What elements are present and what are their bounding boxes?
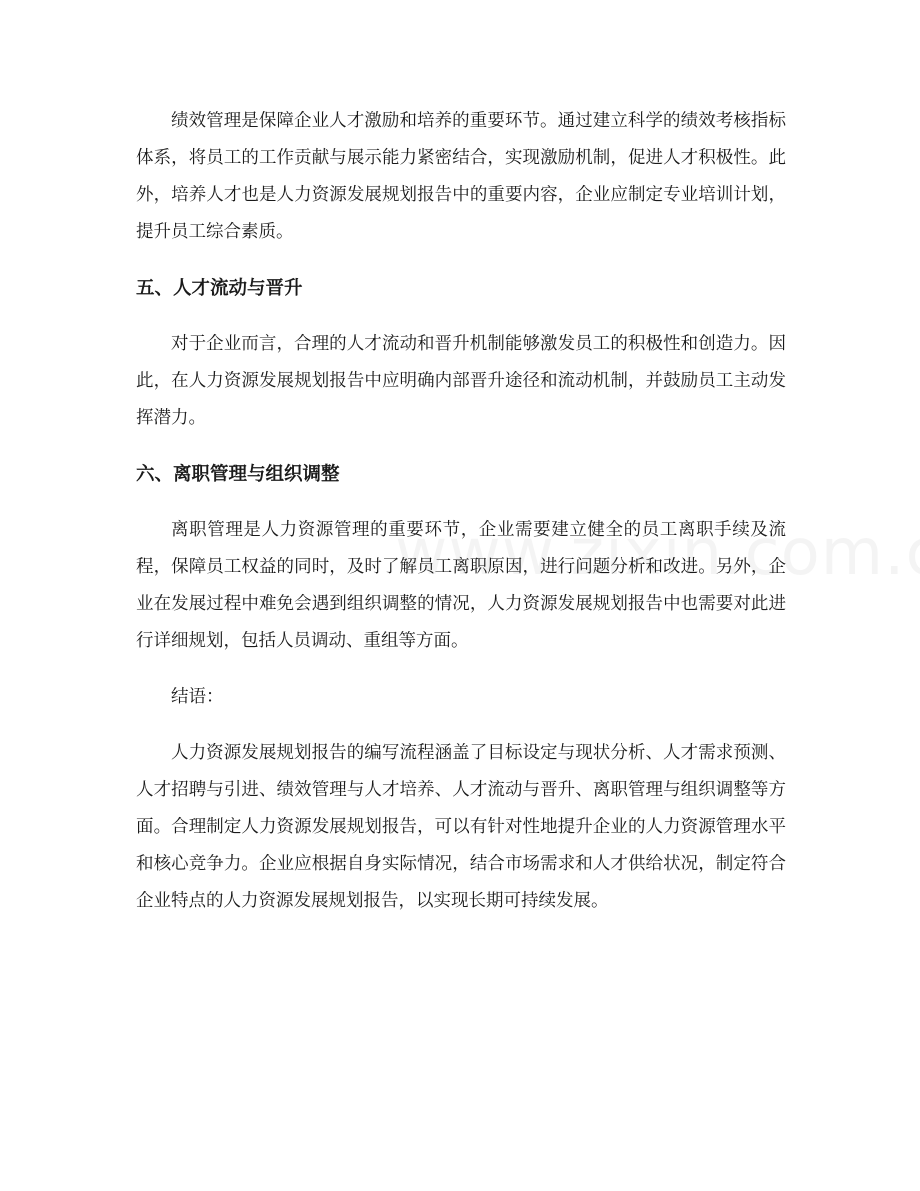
section-heading-talent-mobility: 五、人才流动与晋升 (136, 278, 303, 299)
paragraph-resignation-management: 离职管理是人力资源管理的重要环节，企业需要建立健全的员工离职手续及流程，保障员工权益的同时，及时了解员工离职原因，进行问题分析和改进。另外，企业在发展过程中难免会遇到组织调整的情况，人力资源发展规划报告中也需要对此进行详细规划，包括人员调动、重组等方面。 (136, 520, 786, 651)
section-heading-resignation-management: 六、离职管理与组织调整 (136, 464, 340, 485)
document-body (136, 103, 786, 920)
paragraph-conclusion: 人力资源发展规划报告的编写流程涵盖了目标设定与现状分析、人才需求预测、人才招聘与引进、绩效管理与人才培养、人才流动与晋升、离职管理与组织调整等方面。合理制定人力资源发展规划报告，可以有针对性地提升企业的人力资源管理水平和核心竞争力。企业应根据自身实际情况，结合市场需求和人才供给状况，制定符合企业特点的人力资源发展规划报告，以实现长期可持续发展。 (136, 743, 786, 911)
conclusion-label: 结语： (171, 687, 224, 707)
paragraph-talent-mobility: 对于企业而言，合理的人才流动和晋升机制能够激发员工的积极性和创造力。因此，在人力资源发展规划报告中应明确内部晋升途径和流动机制，并鼓励员工主动发挥潜力。 (136, 334, 786, 428)
paragraph-performance-management: 绩效管理是保障企业人才激励和培养的重要环节。通过建立科学的绩效考核指标体系，将员工的工作贡献与展示能力紧密结合，实现激励机制，促进人才积极性。此外，培养人才也是人力资源发展规划报告中的重要内容，企业应制定专业培训计划，提升员工综合素质。 (136, 111, 786, 242)
